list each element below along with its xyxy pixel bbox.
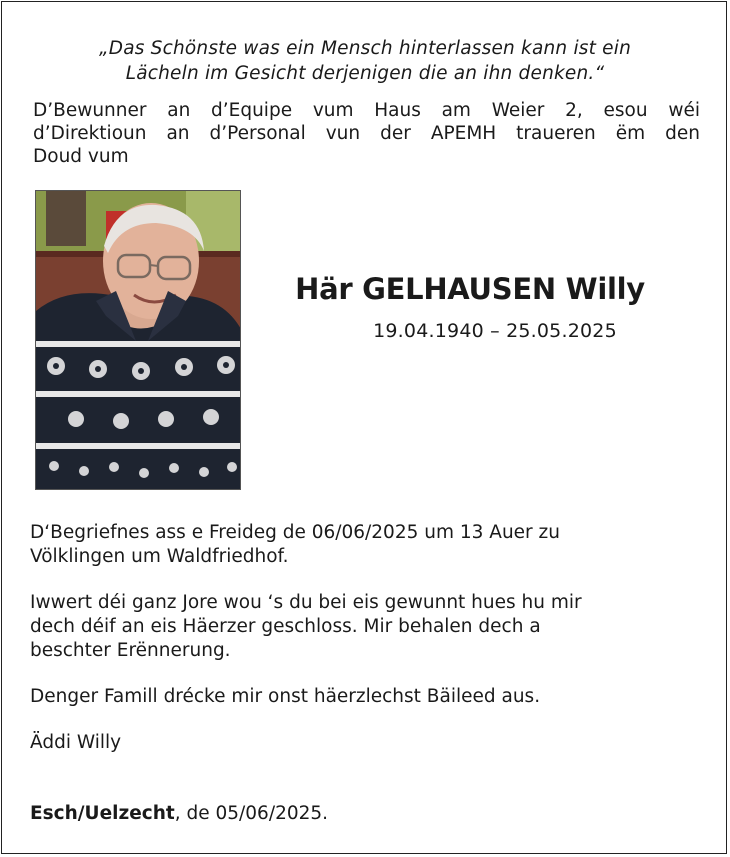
- memorial-quote: [40, 36, 690, 86]
- memory-line-3: beschter Erënnerung.: [30, 640, 231, 661]
- signature-line: Äddi Willy: [30, 732, 122, 753]
- memory-line-2: dech déif an eis Häerzer geschloss. Mir behalen dech a: [30, 616, 541, 637]
- quote-line-2: Lächeln im Gesicht derjenigen die an ihn denken.“: [125, 63, 605, 84]
- footer-place: Esch/Uelzecht: [30, 803, 175, 824]
- condolence-paragraph: [30, 685, 710, 709]
- intro-text: [33, 99, 700, 168]
- life-dates: 19.04.1940 – 25.05.2025: [373, 320, 617, 342]
- deceased-name: Här GELHAUSEN Willy: [295, 272, 645, 306]
- funeral-line-2: Völklingen um Waldfriedhof.: [30, 546, 289, 567]
- notice-body: [30, 521, 710, 755]
- memory-line-1: Iwwert déi ganz Jore wou ‘s du bei eis gewunnt hues hu mir: [30, 592, 582, 613]
- funeral-paragraph: [30, 521, 710, 569]
- portrait-photo: [35, 190, 241, 490]
- intro-line-3: Doud vum: [33, 146, 129, 167]
- condolence-line: Denger Famill drécke mir onst häerzlechst Bäileed aus.: [30, 686, 541, 707]
- memory-paragraph: [30, 591, 710, 663]
- signature-paragraph: [30, 731, 710, 755]
- place-date-footer: [30, 803, 328, 824]
- footer-date: , de 05/06/2025.: [174, 803, 329, 824]
- funeral-line-1: D‘Begriefnes ass e Freideg de 06/06/2025 um 13 Auer zu: [30, 522, 560, 543]
- quote-line-1: „Das Schönste was ein Mensch hinterlassen kann ist ein: [98, 38, 632, 59]
- intro-line-2: d’Direktioun an d’Personal vun der APEMH traueren ëm den: [33, 123, 700, 144]
- intro-line-1: D’Bewunner an d’Equipe vum Haus am Weier 2, esou wéi: [33, 100, 700, 121]
